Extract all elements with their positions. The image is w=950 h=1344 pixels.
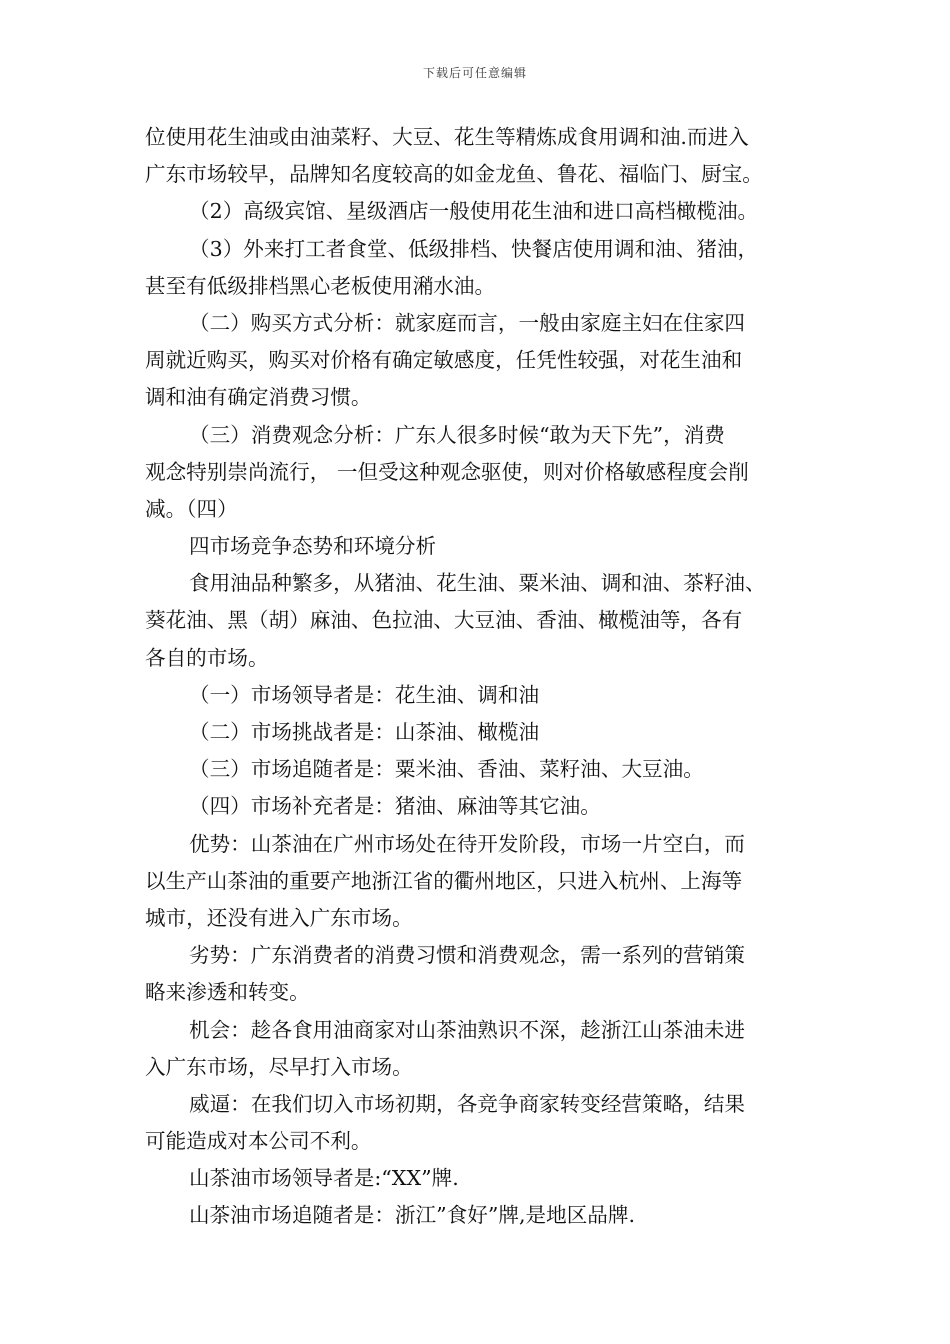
text-line: 周就近购买，购买对价格有确定敏感度，任凭性较强，对花生油和 — [145, 348, 743, 373]
text-line: 可能造成对本公司不利。 — [145, 1129, 372, 1154]
text-line: 优势：山茶油在广州市场处在待开发阶段，市场一片空白，而 — [189, 831, 746, 856]
page-header-note: 下载后可任意编辑 — [422, 66, 527, 80]
text-line: （四）市场补充者是：猪油、麻油等其它油。 — [189, 794, 601, 819]
text-line: 观念特别崇尚流行， 一但受这种观念驱使，则对价格敏感程度会削 — [145, 459, 749, 484]
text-line: （三）市场追随者是：粟米油、香油、菜籽油、大豆油。 — [189, 757, 704, 782]
text-line: 调和油有确定消费习惯。 — [145, 385, 372, 410]
text-line: 减。（四） — [145, 496, 238, 521]
text-line: 葵花油、黑（胡）麻油、色拉油、大豆油、香油、橄榄油等，各有 — [145, 608, 743, 633]
text-line: 甚至有低级排档黑心老板使用潲水油。 — [145, 273, 496, 298]
section-heading: 四市场竞争态势和环境分析 — [189, 534, 437, 559]
text-line: 食用油品种繁多，从猪油、花生油、粟米油、调和油、茶籽油、 — [189, 571, 766, 596]
text-line: 位使用花生油或由油菜籽、大豆、花生等精炼成食用调和油.而进入 — [145, 125, 749, 149]
text-line: 山茶油市场追随者是：浙江”食好”牌,是地区品牌. — [189, 1203, 636, 1228]
text-line: 略来渗透和转变。 — [145, 980, 310, 1005]
document-body — [145, 119, 815, 1235]
text-line: （二）购买方式分析：就家庭而言，一般由家庭主妇在住家四 — [189, 310, 746, 335]
text-line: 机会：趁各食用油商家对山茶油熟识不深，趁浙江山茶油未进 — [189, 1017, 746, 1042]
text-line: （2）高级宾馆、星级酒店一般使用花生油和进口高档橄榄油。 — [189, 199, 759, 224]
text-line: （三）消费观念分析：广东人很多时候“敢为天下先”，消费 — [189, 422, 725, 447]
text-line: （二）市场挑战者是：山茶油、橄榄油 — [189, 720, 540, 744]
text-line: （3）外来打工者食堂、低级排档、快餐店使用调和油、猪油， — [189, 236, 759, 261]
text-line: 劣势：广东消费者的消费习惯和消费观念，需一系列的营销策 — [189, 943, 746, 968]
text-line: 城市，还没有进入广东市场。 — [145, 905, 413, 930]
text-line: 山茶油市场领导者是:“XX”牌. — [189, 1166, 459, 1191]
text-line: 威逼：在我们切入市场初期，各竞争商家转变经营策略，结果 — [189, 1091, 746, 1116]
text-line: 各自的市场。 — [145, 645, 269, 670]
text-line: （一）市场领导者是：花生油、调和油 — [189, 682, 540, 707]
text-line: 入广东市场，尽早打入市场。 — [145, 1054, 413, 1079]
text-line: 以生产山茶油的重要产地浙江省的衢州地区，只进入杭州、上海等 — [145, 868, 743, 893]
text-line: 广东市场较早，品牌知名度较高的如金龙鱼、鲁花、福临门、厨宝。 — [145, 162, 763, 187]
